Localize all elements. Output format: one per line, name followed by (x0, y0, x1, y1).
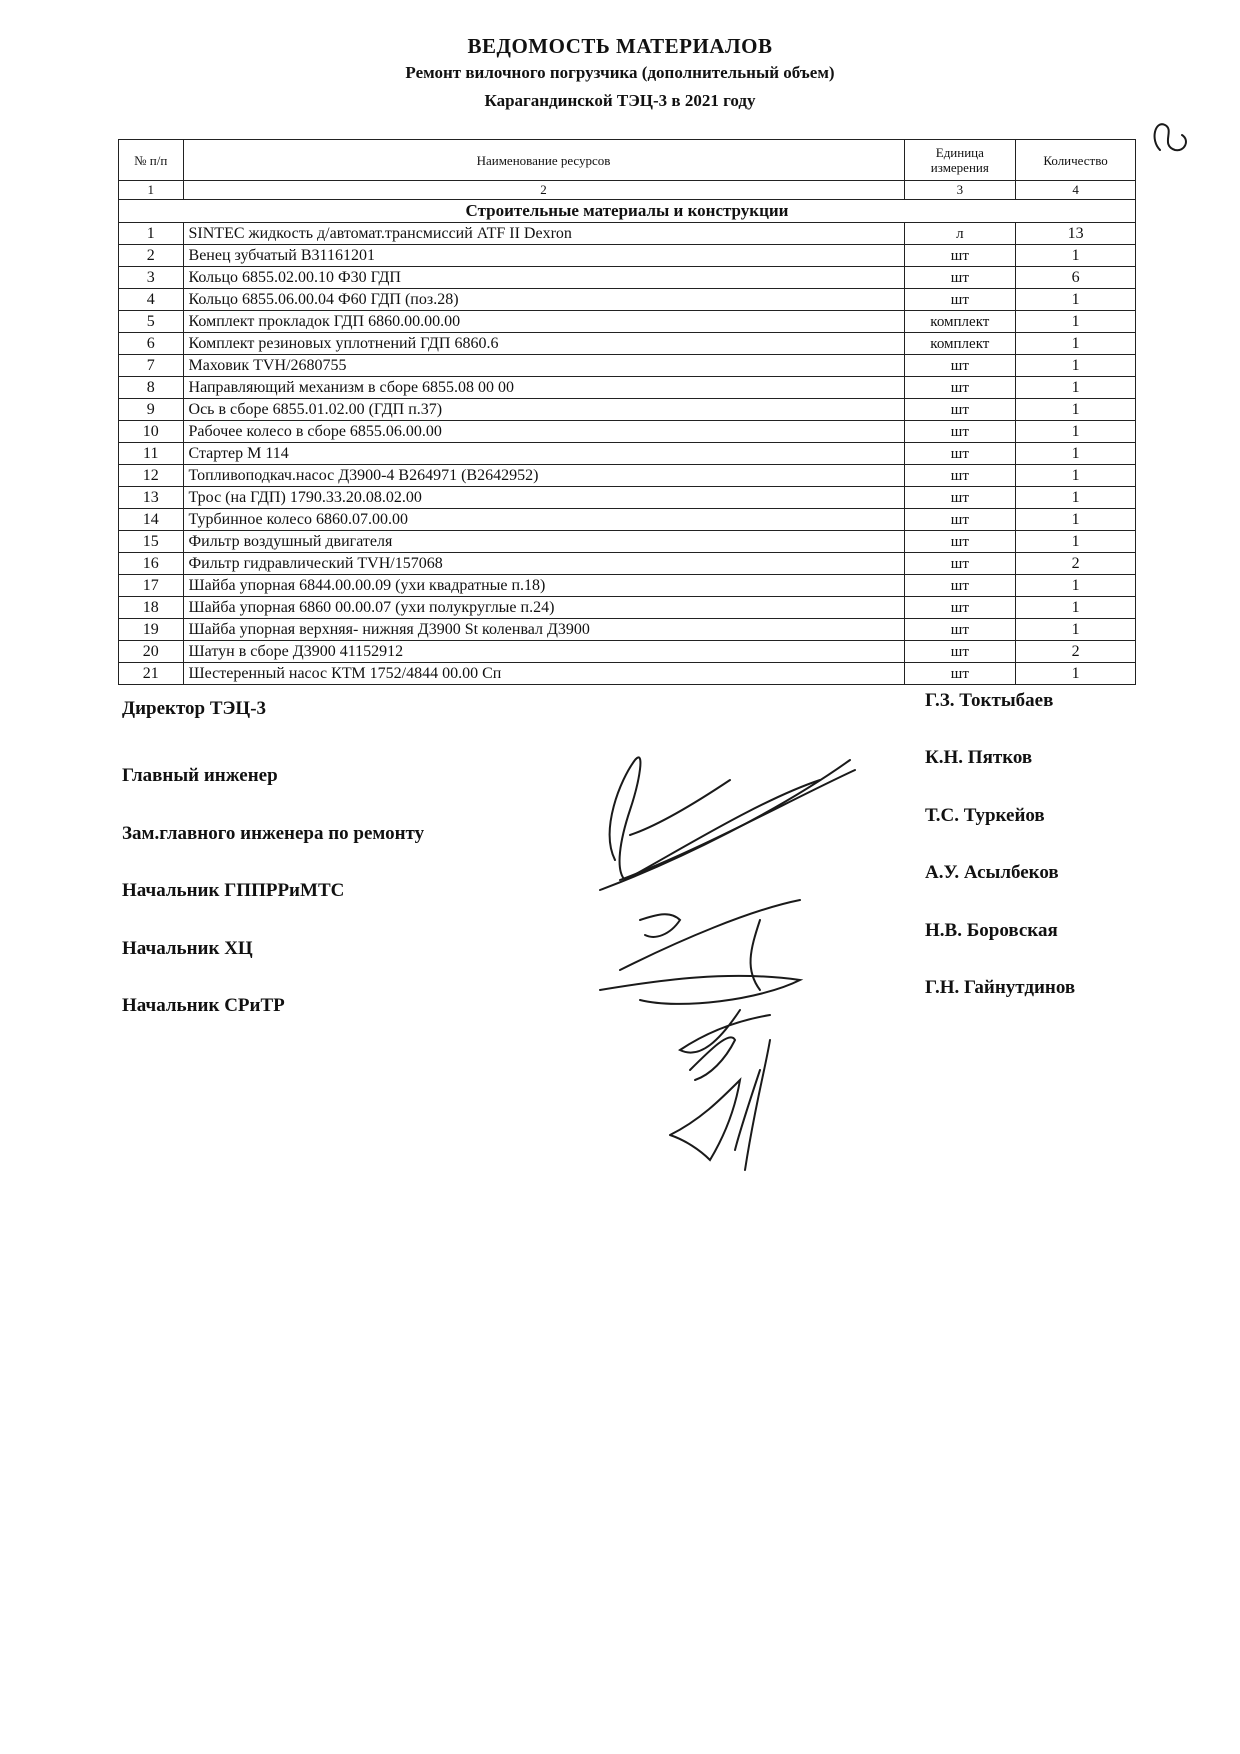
row-quantity: 1 (1016, 487, 1136, 509)
table-row (119, 399, 1136, 421)
table-row (119, 267, 1136, 289)
row-unit: шт (904, 575, 1016, 597)
document-title: ВЕДОМОСТЬ МАТЕРИАЛОВ (467, 34, 773, 58)
table-row (119, 443, 1136, 465)
row-quantity: 13 (1016, 223, 1136, 245)
table-row (119, 487, 1136, 509)
row-quantity: 1 (1016, 509, 1136, 531)
header-name: Наименование ресурсов (183, 140, 904, 181)
row-resource-name: Комплект резиновых уплотнений ГДП 6860.6 (183, 333, 904, 355)
row-number: 15 (119, 531, 184, 553)
row-resource-name: Стартер М 114 (183, 443, 904, 465)
row-resource-name: Кольцо 6855.06.00.04 Ф60 ГДП (поз.28) (183, 289, 904, 311)
row-resource-name: Маховик TVH/2680755 (183, 355, 904, 377)
margin-mark (1140, 110, 1200, 170)
signatory-position: Главный инженер (122, 765, 278, 786)
row-unit: л (904, 223, 1016, 245)
row-resource-name: Венец зубчатый В31161201 (183, 245, 904, 267)
row-resource-name: Шатун в сборе Д3900 41152912 (183, 641, 904, 663)
row-unit: шт (904, 267, 1016, 289)
row-number: 14 (119, 509, 184, 531)
row-unit: шт (904, 663, 1016, 685)
signatory-name: Н.В. Боровская (925, 920, 1058, 941)
header-qty: Количество (1016, 140, 1136, 181)
row-resource-name: Направляющий механизм в сборе 6855.08 00 00 (183, 377, 904, 399)
row-unit: шт (904, 377, 1016, 399)
row-number: 7 (119, 355, 184, 377)
row-quantity: 1 (1016, 575, 1136, 597)
table-row (119, 355, 1136, 377)
document-subtitle-location: Карагандинской ТЭЦ-3 в 2021 году (484, 91, 756, 110)
row-unit: шт (904, 509, 1016, 531)
signatory-position: Начальник СРиТР (122, 995, 285, 1016)
signatory-position: Начальник ГППРРиМТС (122, 880, 345, 901)
row-resource-name: Шайба упорная верхняя- нижняя Д3900 St коленвал Д3900 (183, 619, 904, 641)
row-resource-name: Рабочее колесо в сборе 6855.06.00.00 (183, 421, 904, 443)
row-unit: шт (904, 465, 1016, 487)
signatory-position: Директор ТЭЦ-3 (122, 698, 267, 719)
column-index: 3 (904, 181, 1016, 200)
row-number: 21 (119, 663, 184, 685)
header-num: № п/п (119, 140, 184, 181)
table-row (119, 465, 1136, 487)
row-number: 4 (119, 289, 184, 311)
row-number: 3 (119, 267, 184, 289)
row-unit: шт (904, 487, 1016, 509)
row-quantity: 1 (1016, 355, 1136, 377)
signatory-name: А.У. Асылбеков (925, 862, 1059, 883)
row-quantity: 2 (1016, 553, 1136, 575)
row-number: 6 (119, 333, 184, 355)
row-unit: шт (904, 399, 1016, 421)
signatory-position: Начальник ХЦ (122, 938, 253, 959)
row-resource-name: SINTEC жидкость д/автомат.трансмиссий ATF II Dexron (183, 223, 904, 245)
row-quantity: 1 (1016, 245, 1136, 267)
table-row (119, 421, 1136, 443)
materials-table (118, 139, 1136, 685)
row-resource-name: Топливоподкач.насос Д3900-4 В264971 (В2642952) (183, 465, 904, 487)
section-row (119, 200, 1136, 223)
row-quantity: 1 (1016, 465, 1136, 487)
signatory-name: Т.С. Туркейов (925, 805, 1045, 826)
row-number: 1 (119, 223, 184, 245)
table-row (119, 377, 1136, 399)
header-unit: Единица измерения (904, 140, 1016, 181)
row-resource-name: Турбинное колесо 6860.07.00.00 (183, 509, 904, 531)
table-row (119, 663, 1136, 685)
signatory-name: Г.Н. Гайнутдинов (925, 977, 1076, 998)
table-row (119, 245, 1136, 267)
row-resource-name: Фильтр гидравлический TVH/157068 (183, 553, 904, 575)
row-quantity: 1 (1016, 399, 1136, 421)
column-index: 2 (183, 181, 904, 200)
row-number: 17 (119, 575, 184, 597)
row-unit: шт (904, 443, 1016, 465)
signatory-row (0, 690, 1240, 720)
row-unit: комплект (904, 333, 1016, 355)
row-unit: шт (904, 355, 1016, 377)
row-resource-name: Ось в сборе 6855.01.02.00 (ГДП п.37) (183, 399, 904, 421)
table-row (119, 575, 1136, 597)
row-resource-name: Шайба упорная 6860 00.00.07 (ухи полукруглые п.24) (183, 597, 904, 619)
row-number: 8 (119, 377, 184, 399)
row-unit: шт (904, 553, 1016, 575)
row-unit: шт (904, 421, 1016, 443)
row-resource-name: Трос (на ГДП) 1790.33.20.08.02.00 (183, 487, 904, 509)
row-number: 12 (119, 465, 184, 487)
row-quantity: 1 (1016, 531, 1136, 553)
column-index: 1 (119, 181, 184, 200)
row-quantity: 1 (1016, 289, 1136, 311)
row-number: 16 (119, 553, 184, 575)
row-unit: комплект (904, 311, 1016, 333)
row-quantity: 1 (1016, 421, 1136, 443)
signatory-position: Зам.главного инженера по ремонту (122, 823, 425, 844)
table-row (119, 223, 1136, 245)
row-quantity: 1 (1016, 663, 1136, 685)
table-row (119, 311, 1136, 333)
table-row (119, 553, 1136, 575)
table-row (119, 619, 1136, 641)
row-quantity: 1 (1016, 443, 1136, 465)
row-unit: шт (904, 597, 1016, 619)
row-resource-name: Кольцо 6855.02.00.10 Ф30 ГДП (183, 267, 904, 289)
row-number: 18 (119, 597, 184, 619)
table-row (119, 289, 1136, 311)
row-resource-name: Комплект прокладок ГДП 6860.00.00.00 (183, 311, 904, 333)
row-quantity: 2 (1016, 641, 1136, 663)
section-title: Строительные материалы и конструкции (119, 200, 1136, 223)
table-row (119, 597, 1136, 619)
row-resource-name: Фильтр воздушный двигателя (183, 531, 904, 553)
table-row (119, 641, 1136, 663)
row-resource-name: Шайба упорная 6844.00.00.09 (ухи квадратные п.18) (183, 575, 904, 597)
handwritten-signatures (560, 740, 880, 1180)
row-number: 19 (119, 619, 184, 641)
table-header-row (119, 140, 1136, 181)
row-unit: шт (904, 641, 1016, 663)
row-unit: шт (904, 289, 1016, 311)
row-quantity: 1 (1016, 333, 1136, 355)
signatory-name: К.Н. Пятков (925, 747, 1033, 768)
row-number: 2 (119, 245, 184, 267)
row-quantity: 1 (1016, 311, 1136, 333)
row-quantity: 1 (1016, 597, 1136, 619)
column-index: 4 (1016, 181, 1136, 200)
table-row (119, 531, 1136, 553)
row-quantity: 1 (1016, 619, 1136, 641)
row-resource-name: Шестеренный насос КТМ 1752/4844 00.00 Сп (183, 663, 904, 685)
row-number: 5 (119, 311, 184, 333)
row-quantity: 6 (1016, 267, 1136, 289)
row-number: 20 (119, 641, 184, 663)
document-subtitle: Ремонт вилочного погрузчика (дополнительный объем) (405, 63, 835, 82)
column-index-row (119, 181, 1136, 200)
row-number: 13 (119, 487, 184, 509)
signatory-name: Г.З. Токтыбаев (925, 690, 1054, 711)
row-unit: шт (904, 245, 1016, 267)
table-row (119, 509, 1136, 531)
table-row (119, 333, 1136, 355)
row-quantity: 1 (1016, 377, 1136, 399)
row-unit: шт (904, 531, 1016, 553)
row-unit: шт (904, 619, 1016, 641)
row-number: 10 (119, 421, 184, 443)
row-number: 9 (119, 399, 184, 421)
row-number: 11 (119, 443, 184, 465)
